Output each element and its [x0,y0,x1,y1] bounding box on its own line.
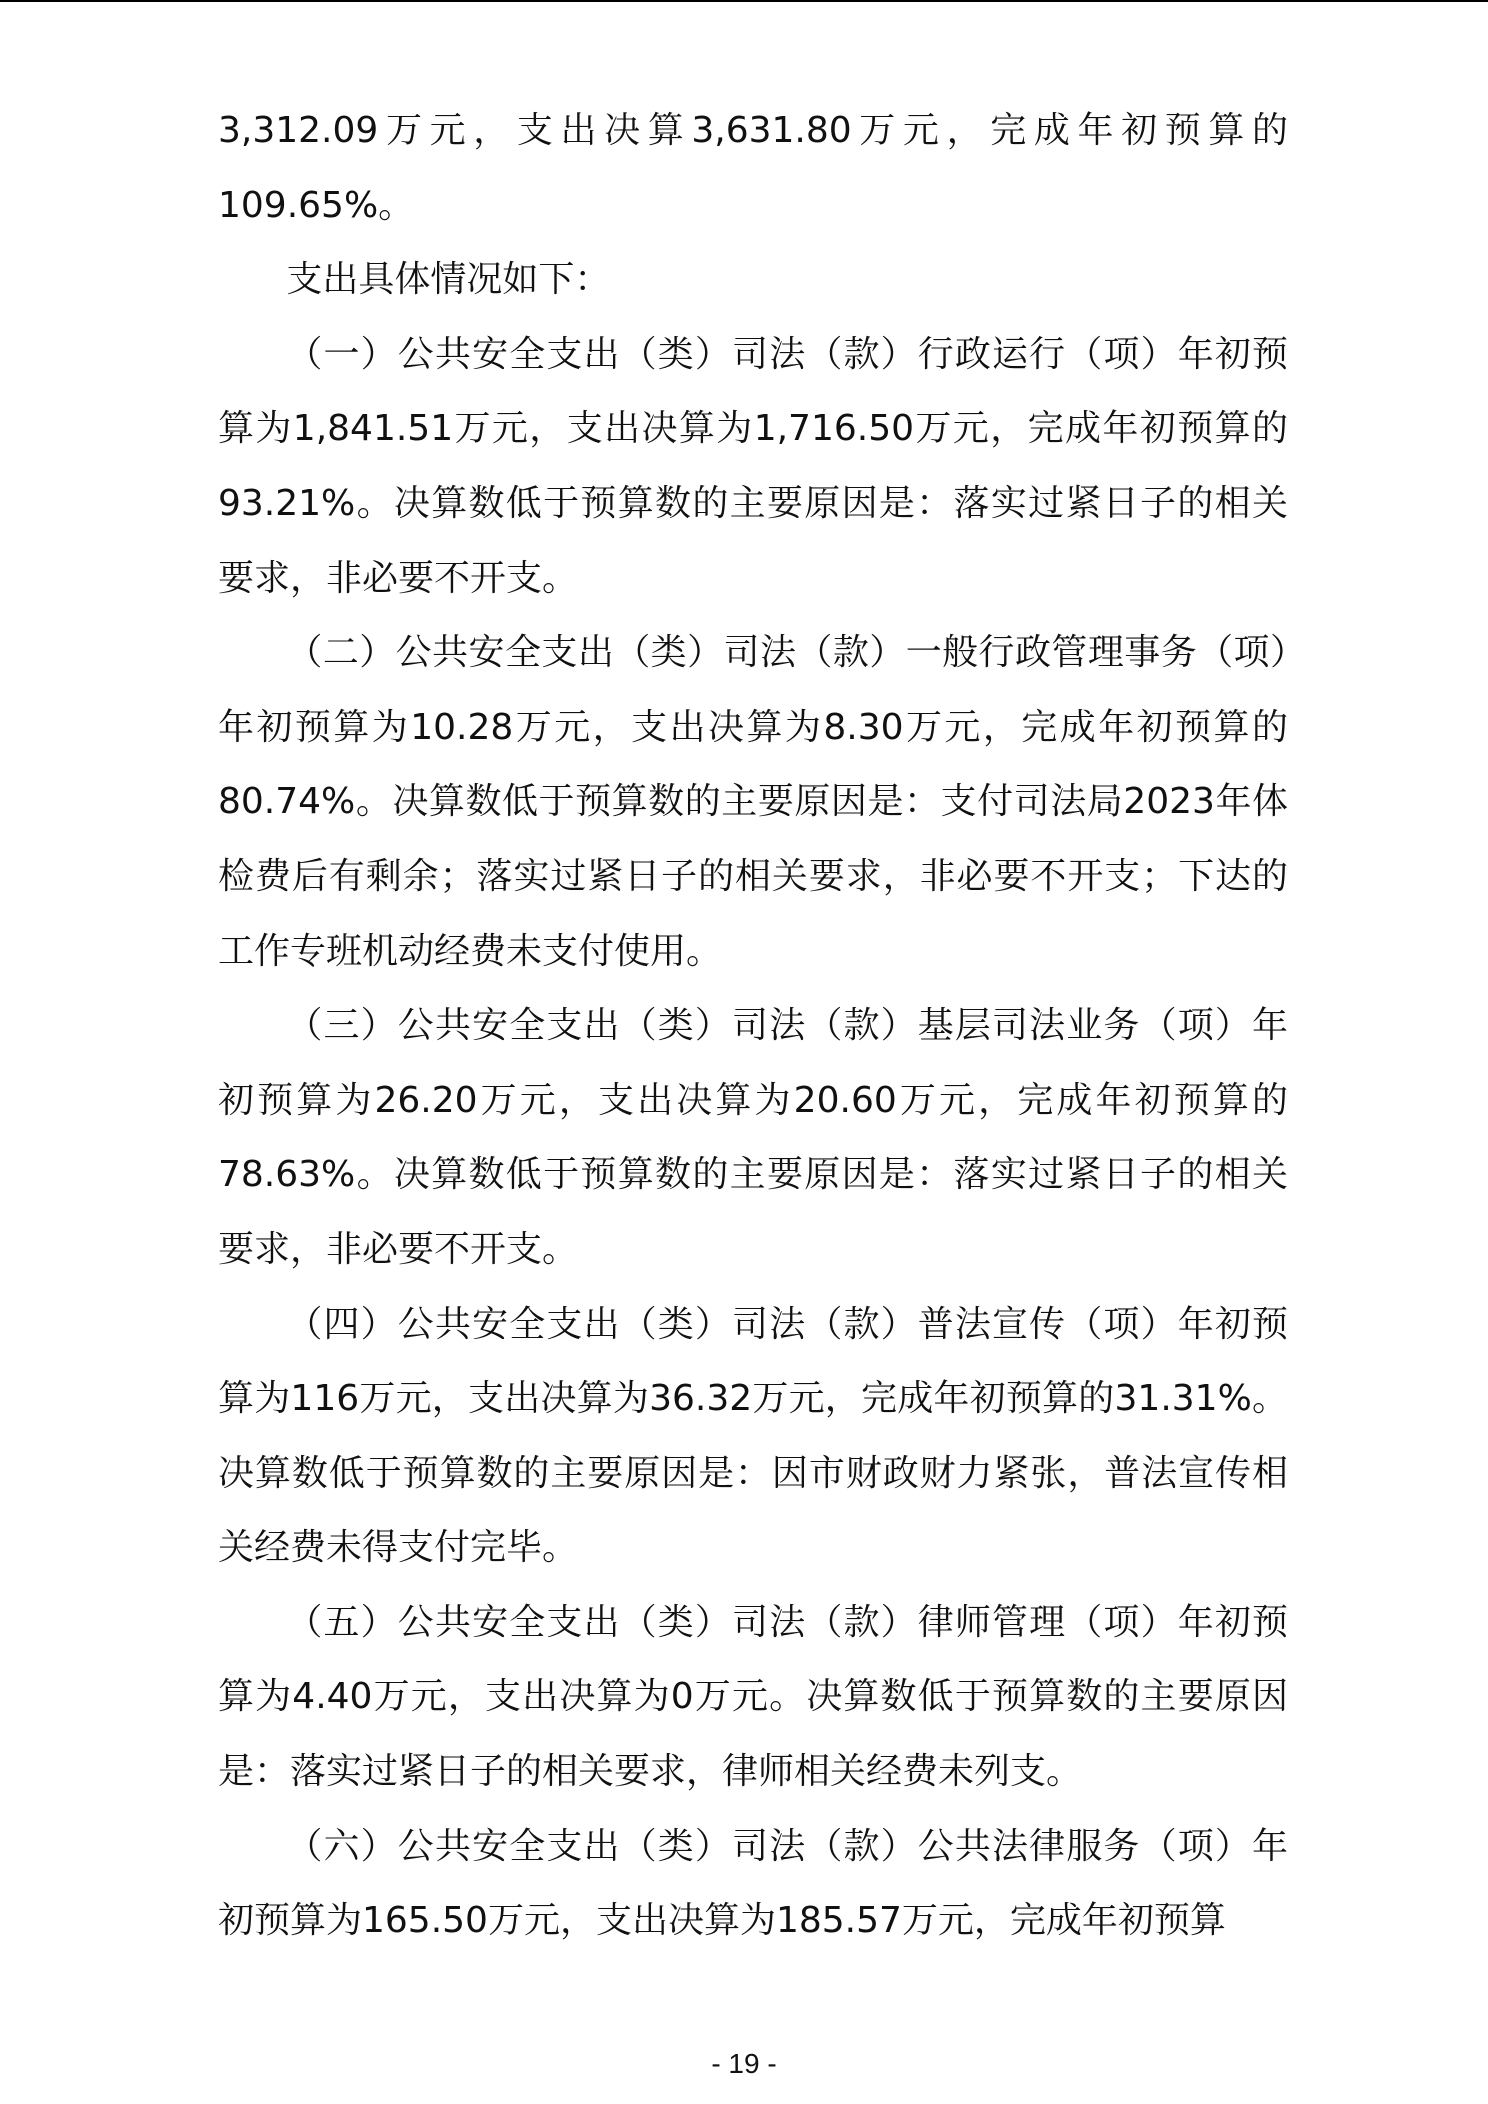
paragraph-item-3: （三）公共安全支出（类）司法（款）基层司法业务（项）年初预算为26.20万元，支出决算为20.60万元，完成年初预算的78.63%。决算数低于预算数的主要原因是：落实过紧日子的相关要求，非必要不开支。 [218,1005,1288,1270]
body-text [218,94,1288,1959]
paragraph-item-4: （四）公共安全支出（类）司法（款）普法宣传（项）年初预算为116万元，支出决算为36.32万元，完成年初预算的31.31%。决算数低于预算数的主要原因是：因市财政财力紧张，普法宣传相关经费未得支付完毕。 [218,1303,1288,1569]
page-number: - 19 - [711,2048,777,2079]
paragraph-item-5: （五）公共安全支出（类）司法（款）律师管理（项）年初预算为4.40万元，支出决算为0万元。决算数低于预算数的主要原因是：落实过紧日子的相关要求，律师相关经费未列支。 [218,1601,1288,1793]
paragraph-budget-summary: 3,312.09万元，支出决算3,631.80万元，完成年初预算的109.65%。 [218,110,1288,226]
paragraph-item-1: （一）公共安全支出（类）司法（款）行政运行（项）年初预算为1,841.51万元，支出决算为1,716.50万元，完成年初预算的93.21%。决算数低于预算数的主要原因是：落实过紧日子的相关要求，非必要不开支。 [218,333,1288,599]
paragraph-expenditure-intro: 支出具体情况如下： [286,259,611,301]
paragraph-item-6: （六）公共安全支出（类）司法（款）公共法律服务（项）年初预算为165.50万元，支出决算为185.57万元，完成年初预算 [218,1825,1288,1942]
paragraph-item-2: （二）公共安全支出（类）司法（款）一般行政管理事务（项）年初预算为10.28万元，支出决算为8.30万元，完成年初预算的80.74%。决算数低于预算数的主要原因是：支付司法局2023年体检费后有剩余；落实过紧日子的相关要求，非必要不开支；下达的工作专班机动经费未支付使用。 [218,632,1288,972]
